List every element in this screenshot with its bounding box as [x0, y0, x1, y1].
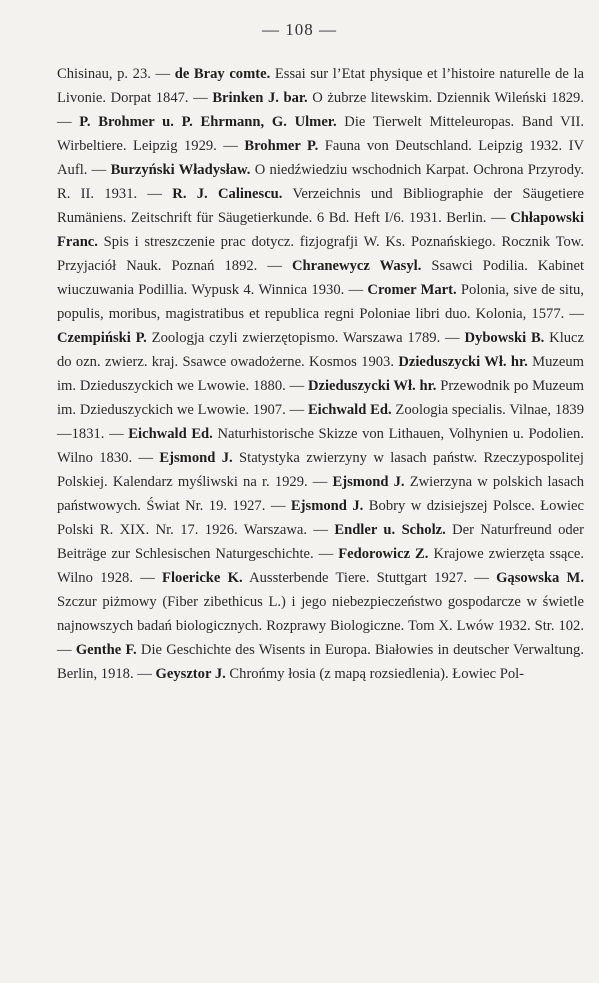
author-name: Gąsowska M.: [496, 570, 584, 586]
citation-text: Chisinau, p. 23. —: [57, 66, 175, 82]
author-name: P. Brohmer u. P. Ehrmann, G. Ulmer.: [79, 114, 337, 130]
author-name: Cromer Mart.: [367, 282, 457, 298]
citation-text: O żubrze litewskim. Dziennik Wileński 1829. —: [57, 90, 584, 130]
citation-text: Spis i streszczenie prac dotycz. fizjografji W. Ks. Poznańskiego. Rocznik Tow. Przyjaciół Nauk. Poznań 1892. —: [57, 234, 584, 274]
citation-text: Zoologia specialis. Vilnae, 1839—1831. —: [57, 402, 585, 442]
citation-text: Fauna von Deutschland. Leipzig 1932. IV Aufl. —: [57, 138, 584, 178]
author-name: Dybowski B.: [464, 330, 545, 346]
author-name: de Bray comte.: [174, 66, 271, 82]
author-name: Fedorowicz Z.: [338, 546, 429, 562]
author-name: Eichwald Ed.: [307, 402, 392, 418]
citation-text: Statystyka zwierzyny w lasach państw. Rzeczypospolitej Polskiej. Kalendarz myśliwski na r. 1929. —: [57, 450, 584, 490]
citation-text: Krajowe zwierzęta ssące. Wilno 1928. —: [57, 546, 584, 586]
citation-text: Die Geschichte des Wisents in Europa. Białowies in deutscher Verwaltung. Berlin, 1918. —: [57, 642, 584, 682]
citation-text: Polonia, sive de situ, populis, moribus, magistratibus et republica regni Poloniae libri duo. Kolonia, 1577. —: [57, 282, 584, 322]
citation-text: Naturhistorische Skizze von Lithauen, Volhynien u. Podolien. Wilno 1830. —: [57, 426, 584, 466]
citation-text: Essai sur l’Etat physique et l’histoire naturelle de la Livonie. Dorpat 1847. —: [57, 66, 584, 106]
author-name: Floericke K.: [162, 570, 243, 586]
author-name: Brinken J. bar.: [212, 90, 308, 106]
citation-text: Verzeichnis und Bibliographie der Säugetiere Rumäniens. Zeitschrift für Säugetierkunde. 6 Bd. Heft I/6. 1931. Berlin. —: [57, 186, 585, 226]
author-name: Brohmer P.: [244, 138, 319, 154]
author-name: Dzieduszycki Wł. hr.: [398, 354, 528, 370]
citation-text: Szczur piżmowy (Fiber zibethicus L.) i jego niebezpieczeństwo gospodarcze w świetle najnowszych badań biologicznych. Rozprawy Biologiczne. Tom X. Lwów 1932. Str. 102. —: [57, 594, 584, 658]
citation-text: Aussterbende Tiere. Stuttgart 1927. —: [242, 570, 497, 586]
author-name: Chranewycz Wasyl.: [292, 258, 422, 274]
citation-text: Der Naturfreund oder Beiträge zur Schlesischen Naturgeschichte. —: [57, 522, 585, 562]
citation-text: Zwierzyna w polskich lasach państwowych. Świat Nr. 19. 1927. —: [57, 474, 584, 514]
citation-text: Bobry w dzisiejszej Polsce. Łowiec Polski R. XIX. Nr. 17. 1926. Warszawa. —: [57, 498, 585, 538]
author-name: Burzyński Władysław.: [110, 162, 251, 178]
author-name: Endler u. Scholz.: [334, 522, 446, 538]
citation-text: Muzeum im. Dzieduszyckich we Lwowie. 1880. —: [57, 354, 584, 394]
author-name: Eichwald Ed.: [128, 426, 213, 442]
citation-text: Die Tierwelt Mitteleuropas. Band VII. Wirbeltiere. Leipzig 1929. —: [57, 114, 584, 154]
author-name: Genthe F.: [75, 642, 137, 658]
author-name: Ejsmond J.: [332, 474, 405, 490]
citation-text: Klucz do ozn. zwierz. kraj. Ssawce owadożerne. Kosmos 1903.: [57, 330, 585, 370]
citation-text: Ssawci Podilia. Kabinet wiuczuwania Podillia. Wypusk 4. Winnica 1930. —: [57, 258, 585, 298]
author-name: Ejsmond J.: [159, 450, 233, 466]
citation-text: Chrońmy łosia (z mapą rozsiedlenia). Łowiec Pol-: [225, 666, 525, 682]
author-name: R. J. Calinescu.: [172, 186, 283, 202]
citation-text: Zoologja czyli zwierzętopismo. Warszawa 1789. —: [146, 330, 465, 346]
citation-text: O niedźwiedziu wschodnich Karpat. Ochrona Przyrody. R. II. 1931. —: [57, 162, 584, 202]
author-name: Chłapowski Franc.: [57, 210, 584, 250]
citation-text: Przewodnik po Muzeum im. Dzieduszyckich we Lwowie. 1907. —: [57, 378, 584, 418]
author-name: Czempiński P.: [57, 330, 147, 346]
author-name: Dzieduszycki Wł. hr.: [307, 378, 437, 394]
page-number: — 108 —: [262, 20, 337, 39]
author-name: Geysztor J.: [155, 666, 226, 682]
bibliography-text: [57, 62, 584, 686]
author-name: Ejsmond J.: [290, 498, 364, 514]
